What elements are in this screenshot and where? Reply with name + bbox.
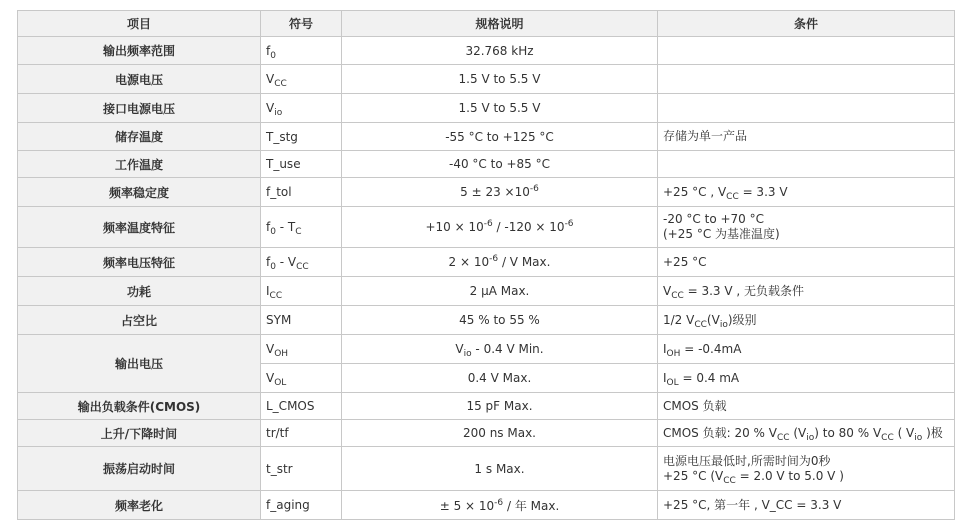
table-row bbox=[18, 207, 955, 248]
row-condition bbox=[658, 65, 955, 94]
row-symbol: t_str bbox=[261, 447, 342, 491]
row-condition: $I_{OL} = 0.4$ mA bbox=[658, 364, 955, 393]
row-symbol: $f_0$ bbox=[261, 37, 342, 65]
row-item: 储存温度 bbox=[18, 123, 261, 151]
row-item: 接口电源电压 bbox=[18, 94, 261, 123]
row-symbol: f_aging bbox=[261, 491, 342, 520]
header-item: 项目 bbox=[18, 11, 261, 37]
row-symbol: T_stg bbox=[261, 123, 342, 151]
row-item: 输出负载条件(CMOS) bbox=[18, 393, 261, 420]
row-item: 振荡启动时间 bbox=[18, 447, 261, 491]
row-condition: -20 °C to +70 °C (+25 °C 为基准温度) bbox=[658, 207, 955, 248]
row-condition: 1/2 $V_{CC}(V_{io})$级别 bbox=[658, 306, 955, 335]
row-symbol: $V_{OL}$ bbox=[261, 364, 342, 393]
row-condition: CMOS 负载: 20 % $V_{CC}$ $(V_{io})$ to 80 % $V_{CC}$ ( $V_{io}$ )极 bbox=[658, 420, 955, 447]
header-spec: 规格说明 bbox=[342, 11, 658, 37]
row-spec: 32.768 kHz bbox=[342, 37, 658, 65]
table-row bbox=[18, 420, 955, 447]
row-condition: +25 °C, 第一年 , V_CC = 3.3 V bbox=[658, 491, 955, 520]
row-spec: $+10 \times 10^{-6} / -120 \times 10^{-6}$ bbox=[342, 207, 658, 248]
row-spec: $5 \pm 23 \times 10^{-6}$ bbox=[342, 178, 658, 207]
row-spec: 1.5 V to 5.5 V bbox=[342, 94, 658, 123]
header-row bbox=[18, 11, 955, 37]
row-item: 输出电压 bbox=[18, 335, 261, 393]
row-spec: $V_{io} - 0.4$ V Min. bbox=[342, 335, 658, 364]
row-item: 占空比 bbox=[18, 306, 261, 335]
row-spec: 2 µA Max. bbox=[342, 277, 658, 306]
table-row bbox=[18, 306, 955, 335]
row-condition: 存储为单一产品 bbox=[658, 123, 955, 151]
row-spec: -55 °C to +125 °C bbox=[342, 123, 658, 151]
row-condition: +25 °C , $V_{CC} = 3.3$ V bbox=[658, 178, 955, 207]
row-spec: 200 ns Max. bbox=[342, 420, 658, 447]
table-row bbox=[18, 335, 955, 364]
row-spec: 45 % to 55 % bbox=[342, 306, 658, 335]
row-symbol: $f_0 - T_C$ bbox=[261, 207, 342, 248]
row-spec: 0.4 V Max. bbox=[342, 364, 658, 393]
row-symbol: SYM bbox=[261, 306, 342, 335]
row-symbol: f_tol bbox=[261, 178, 342, 207]
table-row bbox=[18, 123, 955, 151]
row-symbol: $V_{OH}$ bbox=[261, 335, 342, 364]
table-row bbox=[18, 65, 955, 94]
header-symbol: 符号 bbox=[261, 11, 342, 37]
row-item: 频率温度特征 bbox=[18, 207, 261, 248]
row-symbol: T_use bbox=[261, 151, 342, 178]
row-condition: $I_{OH} = -0.4mA$ bbox=[658, 335, 955, 364]
table-row bbox=[18, 94, 955, 123]
row-symbol: $f_0 - V_{CC}$ bbox=[261, 248, 342, 277]
row-symbol: tr/tf bbox=[261, 420, 342, 447]
row-symbol: $V_{io}$ bbox=[261, 94, 342, 123]
row-spec: ± $5 \times 10^{-6}$ / 年 Max. bbox=[342, 491, 658, 520]
row-symbol: $V_{CC}$ bbox=[261, 65, 342, 94]
table-row bbox=[18, 151, 955, 178]
row-symbol: $I_{CC}$ bbox=[261, 277, 342, 306]
table-row bbox=[18, 277, 955, 306]
row-spec: $2 \times 10^{-6} / V$ Max. bbox=[342, 248, 658, 277]
row-spec: 1 s Max. bbox=[342, 447, 658, 491]
table-row bbox=[18, 248, 955, 277]
row-condition bbox=[658, 94, 955, 123]
row-condition bbox=[658, 151, 955, 178]
row-spec: -40 °C to +85 °C bbox=[342, 151, 658, 178]
table-row bbox=[18, 178, 955, 207]
row-condition bbox=[658, 37, 955, 65]
row-condition: +25 °C bbox=[658, 248, 955, 277]
row-item: 功耗 bbox=[18, 277, 261, 306]
row-symbol: L_CMOS bbox=[261, 393, 342, 420]
row-item: 上升/下降时间 bbox=[18, 420, 261, 447]
header-condition: 条件 bbox=[658, 11, 955, 37]
table-row bbox=[18, 393, 955, 420]
table-row bbox=[18, 491, 955, 520]
row-spec: 1.5 V to 5.5 V bbox=[342, 65, 658, 94]
row-item: 输出频率范围 bbox=[18, 37, 261, 65]
row-item: 电源电压 bbox=[18, 65, 261, 94]
row-item: 频率电压特征 bbox=[18, 248, 261, 277]
spec-table bbox=[17, 10, 955, 520]
row-condition: CMOS 负载 bbox=[658, 393, 955, 420]
row-item: 工作温度 bbox=[18, 151, 261, 178]
row-condition: 电源电压最低时,所需时间为0秒 +25 °C ($V_{CC} = 2.0$ V to 5.0 V ) bbox=[658, 447, 955, 491]
row-item: 频率老化 bbox=[18, 491, 261, 520]
table-row bbox=[18, 447, 955, 491]
row-condition: $V_{CC} = 3.3$ V , 无负载条件 bbox=[658, 277, 955, 306]
row-spec: 15 pF Max. bbox=[342, 393, 658, 420]
table-row bbox=[18, 37, 955, 65]
row-item: 频率稳定度 bbox=[18, 178, 261, 207]
